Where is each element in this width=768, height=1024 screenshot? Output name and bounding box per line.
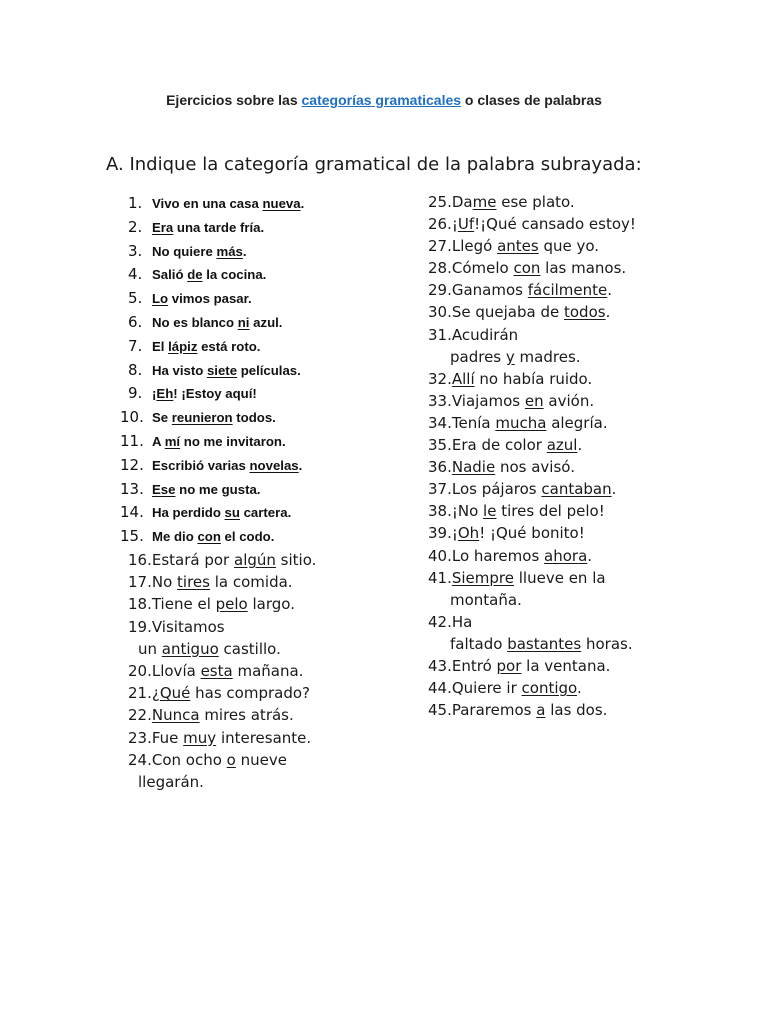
sentence-fragment: Da (451, 193, 473, 211)
sentence-fragment: El (152, 338, 169, 354)
underlined-word: Siempre (451, 568, 514, 587)
sentence-fragment: madres. (514, 347, 581, 366)
underlined-word: Eh (156, 386, 174, 402)
item-sentence (452, 547, 592, 565)
sentence-fragment: Ha (451, 612, 473, 631)
item-sentence (152, 706, 294, 724)
underlined-word: esta (200, 662, 233, 681)
sentence-fragment: sitio. (275, 551, 317, 569)
item-sentence (152, 386, 257, 401)
item-number: 20. (128, 662, 152, 681)
exercise-item (428, 567, 636, 611)
sentence-fragment: padres (450, 347, 506, 366)
item-sentence (152, 729, 311, 747)
underlined-word: contigo (521, 679, 577, 698)
exercise-item (428, 611, 636, 655)
exercise-item (128, 287, 304, 311)
item-sentence (152, 220, 264, 235)
sentence-fragment: las manos. (540, 259, 627, 278)
item-number: 7. (128, 336, 143, 355)
item-number: 27. (428, 237, 452, 256)
item-sentence (452, 679, 582, 697)
item-sentence (152, 751, 287, 769)
item-sentence (152, 662, 304, 680)
underlined-word: antiguo (161, 639, 219, 658)
exercise-item (428, 213, 636, 235)
item-number: 13. (120, 479, 144, 498)
item-continuation (428, 346, 636, 368)
item-number: 14. (120, 503, 144, 522)
sentence-fragment: Tiene el (151, 595, 216, 614)
item-sentence (152, 339, 260, 354)
sentence-fragment: has comprado? (190, 684, 311, 703)
item-sentence (452, 392, 594, 410)
sentence-fragment: películas. (237, 362, 301, 378)
exercise-list-left-bold (120, 192, 305, 549)
item-sentence (152, 244, 247, 259)
sentence-fragment: Visitamos (151, 617, 225, 636)
item-number: 18. (128, 595, 152, 614)
exercise-heading: A. Indique la categoría gramatical de la palabra subrayada: (106, 154, 642, 175)
sentence-fragment: . (300, 196, 305, 211)
sentence-fragment: Fue (151, 728, 184, 747)
exercise-item (128, 192, 304, 216)
item-sentence (152, 291, 252, 306)
exercise-item (428, 699, 636, 721)
item-sentence (452, 480, 617, 498)
sentence-fragment: ¡ (451, 524, 458, 543)
sentence-fragment: avión. (543, 391, 595, 410)
sentence-fragment: Cómelo (451, 259, 514, 278)
sentence-fragment: mañana. (232, 662, 304, 681)
underlined-word: Uf (457, 215, 475, 234)
exercise-item (128, 593, 316, 615)
sentence-fragment: Ha visto (152, 362, 207, 378)
item-number: 42. (428, 612, 452, 631)
underlined-word: me (472, 193, 497, 211)
sentence-fragment: Con ocho (151, 750, 227, 769)
sentence-fragment: está roto. (197, 338, 261, 354)
exercise-item (428, 522, 636, 544)
sentence-fragment: Tenía (451, 413, 496, 432)
item-number: 12. (120, 455, 144, 474)
item-sentence (152, 551, 317, 569)
underlined-word: cantaban (541, 480, 612, 499)
item-number: 3. (128, 241, 143, 260)
item-number: 45. (428, 701, 452, 720)
underlined-word: Lo (152, 291, 169, 307)
sentence-fragment: nueve (235, 750, 287, 769)
underlined-word: o (226, 750, 236, 769)
underlined-word: de (187, 267, 203, 283)
underlined-word: lápiz (168, 338, 198, 354)
exercise-item (128, 240, 304, 264)
item-number: 17. (128, 573, 152, 592)
item-number: 38. (428, 502, 452, 521)
sentence-fragment: azul. (249, 314, 283, 330)
underlined-word: Qué (159, 684, 191, 703)
sentence-fragment: A (152, 433, 165, 449)
item-sentence (152, 684, 310, 702)
exercise-item (128, 311, 304, 335)
exercise-item (428, 235, 636, 257)
underlined-word: bastantes (507, 634, 582, 653)
sentence-fragment: . (587, 546, 593, 565)
item-number: 22. (128, 706, 152, 725)
sentence-fragment: Lo haremos (451, 546, 545, 565)
underlined-word: siete (206, 362, 238, 378)
item-number: 6. (128, 312, 143, 331)
sentence-fragment: Entró (451, 656, 497, 675)
item-sentence (452, 237, 599, 255)
exercise-item (428, 655, 636, 677)
item-number: 33. (428, 391, 452, 410)
item-number: 16. (128, 551, 152, 569)
sentence-fragment: interesante. (216, 728, 312, 747)
item-number: 29. (428, 281, 452, 300)
item-sentence (152, 482, 260, 497)
sentence-fragment: el codo. (220, 529, 275, 545)
item-number: 8. (128, 360, 143, 379)
sentence-fragment: Vivo en una casa (152, 196, 263, 211)
sentence-fragment: Acudirán (451, 325, 519, 344)
item-number: 26. (428, 215, 452, 234)
item-number: 2. (128, 217, 143, 236)
exercise-item (128, 704, 316, 726)
item-number: 1. (128, 194, 143, 212)
item-sentence (152, 434, 286, 449)
underlined-word: antes (497, 237, 539, 256)
item-sentence (452, 458, 575, 476)
sentence-fragment: Ganamos (451, 281, 528, 300)
exercise-item (428, 368, 636, 390)
exercise-item (128, 549, 316, 571)
sentence-fragment: !¡Qué cansado estoy! (474, 215, 636, 234)
sentence-fragment: las dos. (545, 701, 608, 720)
sentence-fragment: vimos pasar. (168, 291, 252, 307)
item-number: 30. (428, 303, 452, 322)
sentence-fragment: Viajamos (451, 391, 525, 410)
sentence-fragment: Quiere ir (451, 679, 522, 698)
item-number: 39. (428, 524, 452, 543)
sentence-fragment: . (576, 679, 582, 698)
sentence-fragment: la comida. (209, 573, 293, 592)
item-number: 43. (428, 656, 452, 675)
item-number: 25. (428, 193, 452, 211)
underlined-word: en (524, 391, 544, 410)
item-sentence (452, 502, 605, 520)
exercise-item (428, 324, 636, 368)
sentence-fragment: no me invitaron. (180, 433, 286, 449)
sentence-fragment: ! ¡Estoy aquí! (173, 386, 257, 402)
exercise-item (428, 390, 636, 412)
underlined-word: todos (564, 303, 606, 322)
item-number: 21. (128, 684, 152, 703)
exercise-item (428, 191, 636, 213)
underlined-word: Allí (451, 369, 475, 388)
underlined-word: muy (183, 728, 217, 747)
sentence-fragment: No (151, 573, 178, 592)
exercise-item (120, 430, 304, 454)
exercise-item (428, 301, 636, 323)
underlined-word: por (496, 656, 522, 675)
sentence-fragment: Llovía (151, 662, 201, 681)
sentence-fragment: tires del pelo! (496, 502, 605, 521)
underlined-word: ni (237, 314, 250, 330)
item-sentence (452, 436, 582, 454)
sentence-fragment: que yo. (538, 237, 600, 256)
exercise-list-right (428, 191, 636, 721)
item-continuation (128, 638, 316, 660)
underlined-word: Oh (457, 524, 480, 543)
exercise-list-left (128, 549, 316, 793)
item-number: 11. (120, 431, 144, 450)
sentence-fragment: la ventana. (521, 656, 611, 675)
underlined-word: reunieron (171, 410, 233, 426)
title-suffix: o clases de palabras (461, 92, 602, 108)
exercise-item (128, 382, 304, 406)
item-sentence (452, 281, 612, 299)
item-number: 34. (428, 413, 452, 432)
sentence-fragment: . (242, 243, 247, 259)
item-sentence (152, 267, 266, 282)
sentence-fragment: alegría. (546, 413, 608, 432)
item-number: 40. (428, 546, 452, 565)
sentence-fragment: ¡ (152, 386, 157, 402)
exercise-item (428, 677, 636, 699)
exercise-item (120, 478, 304, 502)
sentence-fragment: horas. (581, 634, 633, 653)
item-sentence (452, 524, 585, 542)
sentence-fragment: . (298, 457, 303, 473)
exercise-item (428, 412, 636, 434)
item-continuation (428, 633, 636, 655)
item-continuation (428, 589, 636, 611)
sentence-fragment: Ha perdido (152, 505, 225, 521)
sentence-fragment: . (605, 303, 611, 322)
item-number: 41. (428, 568, 452, 587)
sentence-fragment: castillo. (218, 639, 281, 658)
sentence-fragment: Escribió varias (152, 457, 250, 473)
sentence-fragment: Pararemos (451, 701, 537, 720)
categorias-gramaticales-link[interactable]: categorías gramaticales (301, 92, 462, 108)
item-number: 36. (428, 458, 452, 477)
exercise-item (128, 616, 316, 660)
item-number: 10. (120, 408, 144, 427)
item-number: 24. (128, 750, 152, 769)
underlined-word: con (513, 259, 541, 278)
underlined-word: novelas (249, 457, 299, 473)
sentence-fragment: ! ¡Qué bonito! (479, 524, 585, 543)
item-number: 5. (128, 289, 143, 308)
underlined-word: su (224, 505, 240, 521)
exercise-item (128, 263, 304, 287)
item-sentence (152, 363, 301, 378)
item-sentence (152, 196, 304, 211)
sentence-fragment: . (577, 436, 583, 455)
exercise-item (428, 257, 636, 279)
sentence-fragment: montaña. (450, 590, 522, 609)
item-number: 4. (128, 265, 143, 284)
sentence-fragment: faltado (450, 634, 508, 653)
item-sentence (452, 613, 472, 631)
exercise-item (128, 660, 316, 682)
sentence-fragment: llueve en la (513, 568, 606, 587)
exercise-item (120, 525, 304, 549)
sentence-fragment: Era de color (451, 436, 547, 455)
underlined-word: nueva (262, 196, 301, 211)
item-sentence (152, 505, 291, 520)
underlined-word: mucha (495, 413, 547, 432)
item-sentence (152, 618, 225, 636)
exercise-item (428, 279, 636, 301)
exercise-item (128, 682, 316, 704)
underlined-word: Nunca (151, 706, 200, 725)
item-sentence (152, 410, 276, 425)
item-number: 32. (428, 369, 452, 388)
item-number: 35. (428, 436, 452, 455)
item-sentence (452, 370, 592, 388)
item-sentence (452, 657, 611, 675)
sentence-fragment: la cocina. (202, 267, 267, 283)
item-sentence (152, 595, 295, 613)
exercise-item (120, 454, 304, 478)
underlined-word: más (216, 243, 243, 259)
item-sentence (452, 193, 575, 211)
sentence-fragment: ¡No (451, 502, 484, 521)
item-number: 9. (128, 384, 143, 403)
sentence-fragment: Los pájaros (451, 480, 542, 499)
exercise-item (428, 545, 636, 567)
item-number: 15. (120, 527, 144, 546)
underlined-word: mí (164, 433, 181, 449)
underlined-word: a (536, 701, 546, 720)
sentence-fragment: cartera. (239, 505, 292, 521)
item-sentence (452, 701, 608, 719)
sentence-fragment: Salió (152, 267, 188, 283)
underlined-word: fácilmente (527, 281, 608, 300)
item-number: 37. (428, 480, 452, 499)
sentence-fragment: un (138, 639, 162, 658)
exercise-item (128, 749, 316, 793)
item-sentence (152, 573, 293, 591)
underlined-word: algún (234, 551, 276, 569)
underlined-word: tires (177, 573, 210, 592)
underlined-word: le (483, 502, 497, 521)
item-number: 31. (428, 325, 452, 344)
sentence-fragment: . (607, 281, 613, 300)
underlined-word: Nadie (451, 458, 496, 477)
exercise-item (428, 500, 636, 522)
exercise-item (428, 478, 636, 500)
underlined-word: con (197, 529, 221, 545)
item-continuation (128, 771, 316, 793)
sentence-fragment: ese plato. (496, 193, 575, 211)
item-sentence (452, 414, 608, 432)
sentence-fragment: ¡ (451, 215, 458, 234)
underlined-word: Ese (152, 481, 176, 497)
sentence-fragment: no me gusta. (175, 481, 261, 497)
sentence-fragment: Se (152, 410, 172, 426)
underlined-word: y (505, 347, 515, 366)
sentence-fragment: Se quejaba de (451, 303, 564, 322)
item-number: 19. (128, 617, 152, 636)
exercise-item (128, 571, 316, 593)
item-number: 28. (428, 259, 452, 278)
item-sentence (152, 529, 274, 544)
exercise-item (128, 335, 304, 359)
item-sentence (452, 569, 606, 587)
item-sentence (152, 458, 302, 473)
exercise-item (120, 501, 304, 525)
sentence-fragment: . (611, 480, 617, 499)
sentence-fragment: no había ruido. (474, 369, 593, 388)
sentence-fragment: Me dio (152, 529, 198, 545)
item-sentence (152, 315, 282, 330)
sentence-fragment: Estará por (151, 551, 234, 569)
sentence-fragment: todos. (232, 410, 276, 426)
underlined-word: pelo (215, 595, 248, 614)
item-number: 23. (128, 728, 152, 747)
exercise-item (128, 216, 304, 240)
sentence-fragment: mires atrás. (199, 706, 294, 725)
document-title (0, 92, 768, 108)
sentence-fragment: ¿ (151, 684, 160, 703)
item-sentence (452, 303, 611, 321)
exercise-item (428, 456, 636, 478)
underlined-word: Era (152, 219, 174, 235)
sentence-fragment: una tarde fría. (173, 219, 265, 235)
item-number: 44. (428, 679, 452, 698)
item-sentence (452, 259, 626, 277)
sentence-fragment: nos avisó. (495, 458, 575, 477)
item-sentence (452, 326, 518, 344)
sentence-fragment: llegarán. (138, 773, 204, 792)
sentence-fragment: largo. (247, 595, 295, 614)
exercise-item (120, 406, 304, 430)
exercise-item (428, 434, 636, 456)
item-sentence (452, 215, 636, 233)
title-prefix: Ejercicios sobre las (166, 92, 302, 108)
underlined-word: azul (546, 436, 578, 455)
underlined-word: ahora (544, 546, 588, 565)
sentence-fragment: Llegó (451, 237, 498, 256)
exercise-item (128, 727, 316, 749)
sentence-fragment: No quiere (152, 243, 217, 259)
exercise-item (128, 359, 304, 383)
sentence-fragment: No es blanco (152, 314, 238, 330)
